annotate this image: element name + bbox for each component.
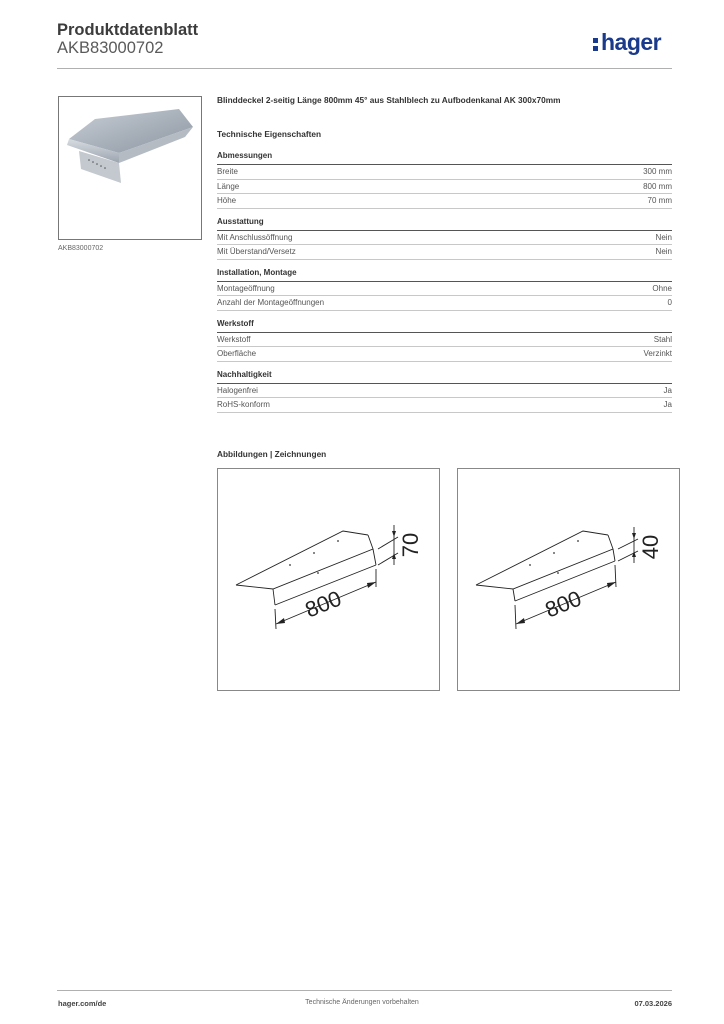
- spec-label: Mit Anschlussöffnung: [217, 232, 293, 242]
- product-image: [58, 96, 202, 240]
- spec-value: Verzinkt: [643, 349, 672, 358]
- spec-label: Montageöffnung: [217, 283, 275, 293]
- spec-label: Mit Überstand/Versetz: [217, 247, 296, 256]
- spec-row: [217, 384, 672, 399]
- spec-row: [217, 282, 672, 297]
- spec-row: [217, 165, 672, 180]
- spec-label: Länge: [217, 181, 240, 191]
- page-title: Produktdatenblatt: [57, 21, 199, 39]
- spec-section: [217, 370, 672, 413]
- spec-value: Ja: [663, 385, 672, 395]
- hager-logo[interactable]: [593, 29, 661, 55]
- spec-value: 800 mm: [643, 181, 672, 191]
- length-dimension-label: 800: [541, 585, 585, 623]
- logo-text: hager: [601, 29, 662, 55]
- spec-value: Stahl: [653, 334, 672, 344]
- spec-value: 0: [667, 298, 672, 307]
- drawing-70: [217, 468, 440, 691]
- footer-divider: [57, 990, 672, 991]
- spec-label: Oberfläche: [217, 349, 257, 358]
- dimension-drawing: [218, 469, 439, 690]
- product-code: AKB83000702: [57, 39, 164, 57]
- footer-date: 07.03.2026: [634, 999, 672, 1008]
- spec-row: [217, 231, 672, 246]
- drawing-40: [457, 468, 680, 691]
- spec-row: [217, 333, 672, 348]
- images-title: Abbildungen | Zeichnungen: [217, 449, 327, 459]
- spec-label: Breite: [217, 167, 238, 176]
- spec-value: Nein: [655, 247, 672, 256]
- spec-content: [217, 95, 672, 421]
- spec-row: [217, 398, 672, 413]
- spec-value: Ja: [663, 400, 672, 409]
- spec-label: Werkstoff: [217, 334, 251, 344]
- tech-properties-title: Technische Eigenschaften: [217, 129, 322, 139]
- spec-section: [217, 319, 672, 362]
- spec-section: [217, 217, 672, 260]
- spec-row: [217, 296, 672, 311]
- spec-label: Höhe: [217, 196, 237, 205]
- spec-row: [217, 194, 672, 209]
- spec-section: [217, 268, 672, 311]
- product-description: Blinddeckel 2-seitig Länge 800mm 45° aus Stahlblech zu Aufbodenkanal AK 300x70mm: [217, 95, 561, 105]
- spec-value: 70 mm: [647, 196, 672, 205]
- spec-row: [217, 180, 672, 195]
- spec-value: Nein: [655, 232, 672, 242]
- section-heading: Abmessungen: [217, 151, 672, 165]
- spec-row: [217, 347, 672, 362]
- spec-sections: [217, 151, 672, 413]
- spec-section: [217, 151, 672, 209]
- section-heading: Nachhaltigkeit: [217, 370, 672, 384]
- logo-colon-icon: [593, 36, 599, 52]
- section-heading: Installation, Montage: [217, 268, 672, 282]
- header-divider: [57, 68, 672, 69]
- footer-website-link[interactable]: hager.com/de: [58, 999, 107, 1008]
- spec-value: 300 mm: [643, 167, 672, 176]
- section-heading: Ausstattung: [217, 217, 672, 231]
- spec-value: Ohne: [652, 283, 672, 293]
- spec-label: Anzahl der Montageöffnungen: [217, 298, 325, 307]
- height-dimension-label: 70: [398, 532, 423, 558]
- length-dimension-label: 800: [301, 585, 345, 623]
- cover-plate-illustration: [59, 97, 201, 239]
- dimension-drawing: [458, 469, 679, 690]
- height-dimension-label: 40: [638, 534, 663, 560]
- spec-label: Halogenfrei: [217, 385, 258, 395]
- section-heading: Werkstoff: [217, 319, 672, 333]
- product-image-caption: AKB83000702: [58, 245, 104, 252]
- footer-disclaimer: Technische Änderungen vorbehalten: [305, 999, 419, 1006]
- spec-label: RoHS-konform: [217, 400, 270, 409]
- spec-row: [217, 245, 672, 260]
